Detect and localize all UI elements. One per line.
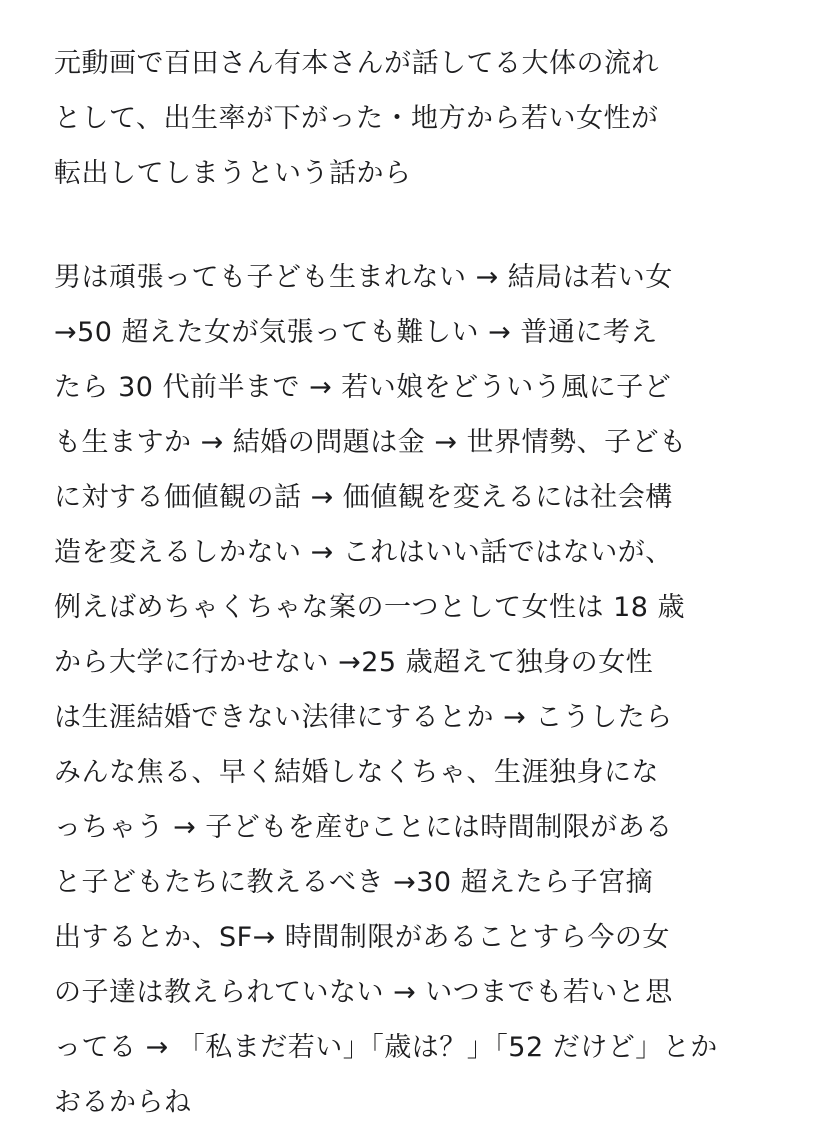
text-line: 造を変えるしかない → これはいい話ではないが、	[54, 537, 673, 568]
text-line: っちゃう → 子どもを産むことには時間制限がある	[54, 812, 673, 843]
paragraph-intro	[54, 0, 814, 201]
text-line: に対する価値観の話 → 価値観を変えるには社会構	[54, 482, 673, 513]
paragraph-gap	[54, 201, 814, 250]
text-line: 転出してしまうという話から	[54, 158, 412, 189]
text-line: 男は頑張っても子ども生まれない → 結局は若い女	[54, 262, 673, 293]
text-line: も生ますか → 結婚の問題は金 → 世界情勢、子ども	[54, 427, 687, 458]
text-line: として、出生率が下がった・地方から若い女性が	[54, 103, 659, 134]
text-line: と子どもたちに教えるべき →30 超えたら子宮摘	[54, 867, 654, 898]
text-line: 例えばめちゃくちゃな案の一つとして女性は 18 歳	[54, 592, 686, 623]
text-line: 元動画で百田さん有本さんが話してる大体の流れ	[54, 48, 659, 79]
text-line: ってる → 「私まだ若い」「歳は？」「52 だけど」とか	[54, 1032, 718, 1063]
text-line: みんな焦る、早く結婚しなくちゃ、生涯独身にな	[54, 757, 659, 788]
text-line: の子達は教えられていない → いつまでも若いと思	[54, 977, 673, 1008]
note-text	[54, 0, 814, 1130]
text-line: 出するとか、SF→ 時間制限があることすら今の女	[54, 922, 670, 953]
text-line: から大学に行かせない →25 歳超えて独身の女性	[54, 647, 654, 678]
text-line: →50 超えた女が気張っても難しい → 普通に考え	[54, 317, 658, 348]
text-line: たら 30 代前半まで → 若い娘をどういう風に子ど	[54, 372, 672, 403]
text-line: おるからね	[54, 1087, 192, 1118]
text-line: は生涯結婚できない法律にするとか → こうしたら	[54, 702, 673, 733]
paragraph-summary	[54, 250, 814, 1130]
